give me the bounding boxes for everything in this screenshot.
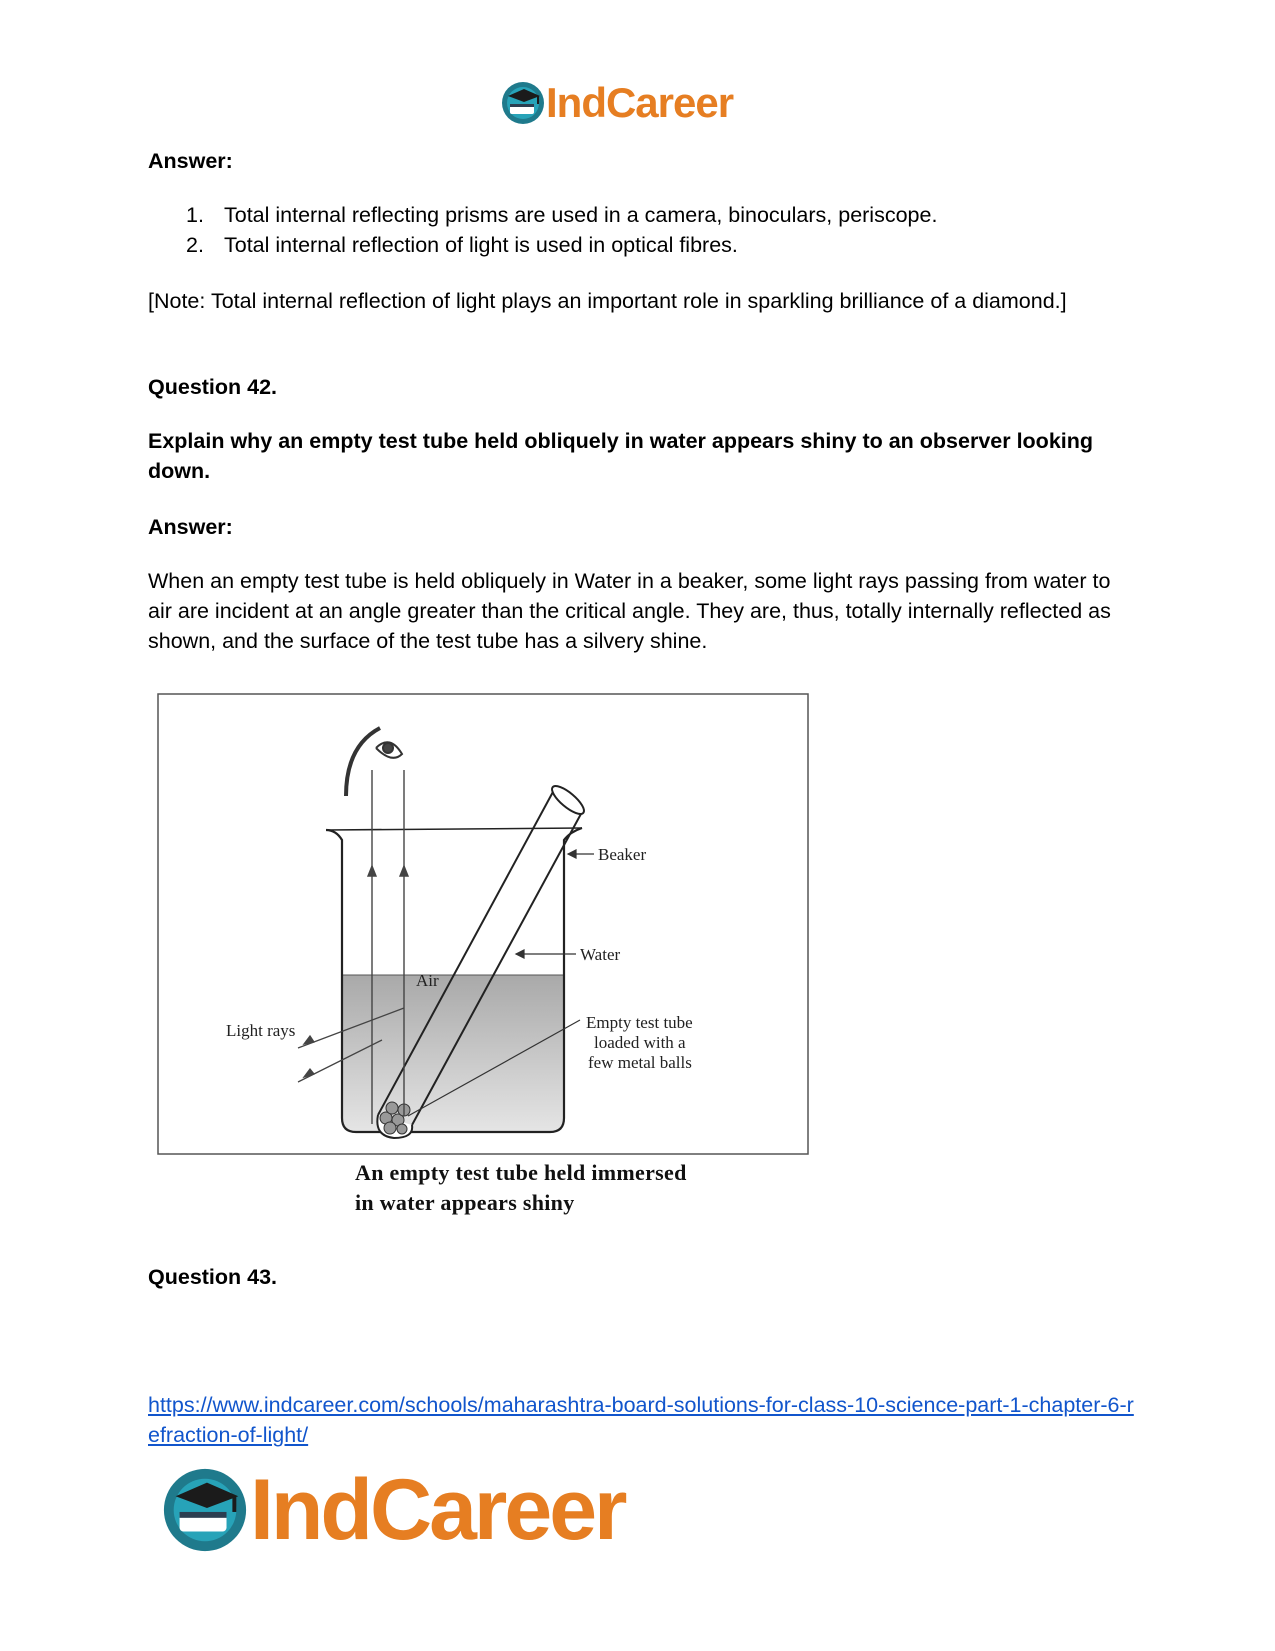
figure-caption-line-2: in water appears shiny — [355, 1190, 575, 1215]
list-item-number: 1. — [186, 203, 204, 227]
water-region — [342, 975, 564, 1135]
question-heading: Question 42. — [148, 375, 278, 399]
eye-icon — [346, 728, 402, 796]
answer-list — [186, 200, 937, 260]
graduation-cap-book-icon — [500, 80, 546, 126]
source-link[interactable]: https://www.indcareer.com/schools/maharashtra-board-solutions-for-class-10-science-part-1-chapter-6-refraction-of-light/ — [148, 1393, 1134, 1447]
list-item-text: Total internal reflecting prisms are used in a camera, binoculars, periscope. — [224, 203, 938, 227]
footer-logo — [160, 1462, 625, 1558]
list-item — [186, 200, 937, 230]
label-beaker: Beaker — [598, 845, 647, 864]
figure-caption-line-1: An empty test tube held immersed — [355, 1160, 687, 1185]
label-tube-1: Empty test tube — [586, 1013, 693, 1032]
list-item-number: 2. — [186, 233, 204, 257]
label-water: Water — [580, 945, 621, 964]
note-paragraph: [Note: Total internal reflection of light plays an important role in sparkling brilliance of a diamond.] — [148, 289, 1067, 313]
label-air: Air — [416, 971, 439, 990]
label-tube-3: few metal balls — [588, 1053, 692, 1072]
answer-paragraph: When an empty test tube is held obliquely in Water in a beaker, some light rays passing from water to air are incident at an angle greater than the critical angle. They are, thus, totally internally reflected as shown, and the surface of the test tube has a silvery shine. — [148, 569, 1111, 653]
label-tube-2: loaded with a — [594, 1033, 686, 1052]
answer-heading: Answer: — [148, 149, 233, 173]
list-item — [186, 230, 937, 260]
graduation-cap-book-icon — [160, 1465, 250, 1555]
answer-heading: Answer: — [148, 515, 233, 539]
label-light-rays: Light rays — [226, 1021, 296, 1040]
list-item-text: Total internal reflection of light is used in optical fibres. — [224, 233, 738, 257]
brand-wordmark: IndCareer — [250, 1461, 625, 1558]
question-heading: Question 43. — [148, 1265, 278, 1289]
header-logo — [500, 80, 733, 126]
question-text: Explain why an empty test tube held obliquely in water appears shiny to an observer looking down. — [148, 429, 1094, 483]
test-tube-diagram — [150, 690, 820, 1220]
brand-wordmark: IndCareer — [546, 79, 734, 126]
